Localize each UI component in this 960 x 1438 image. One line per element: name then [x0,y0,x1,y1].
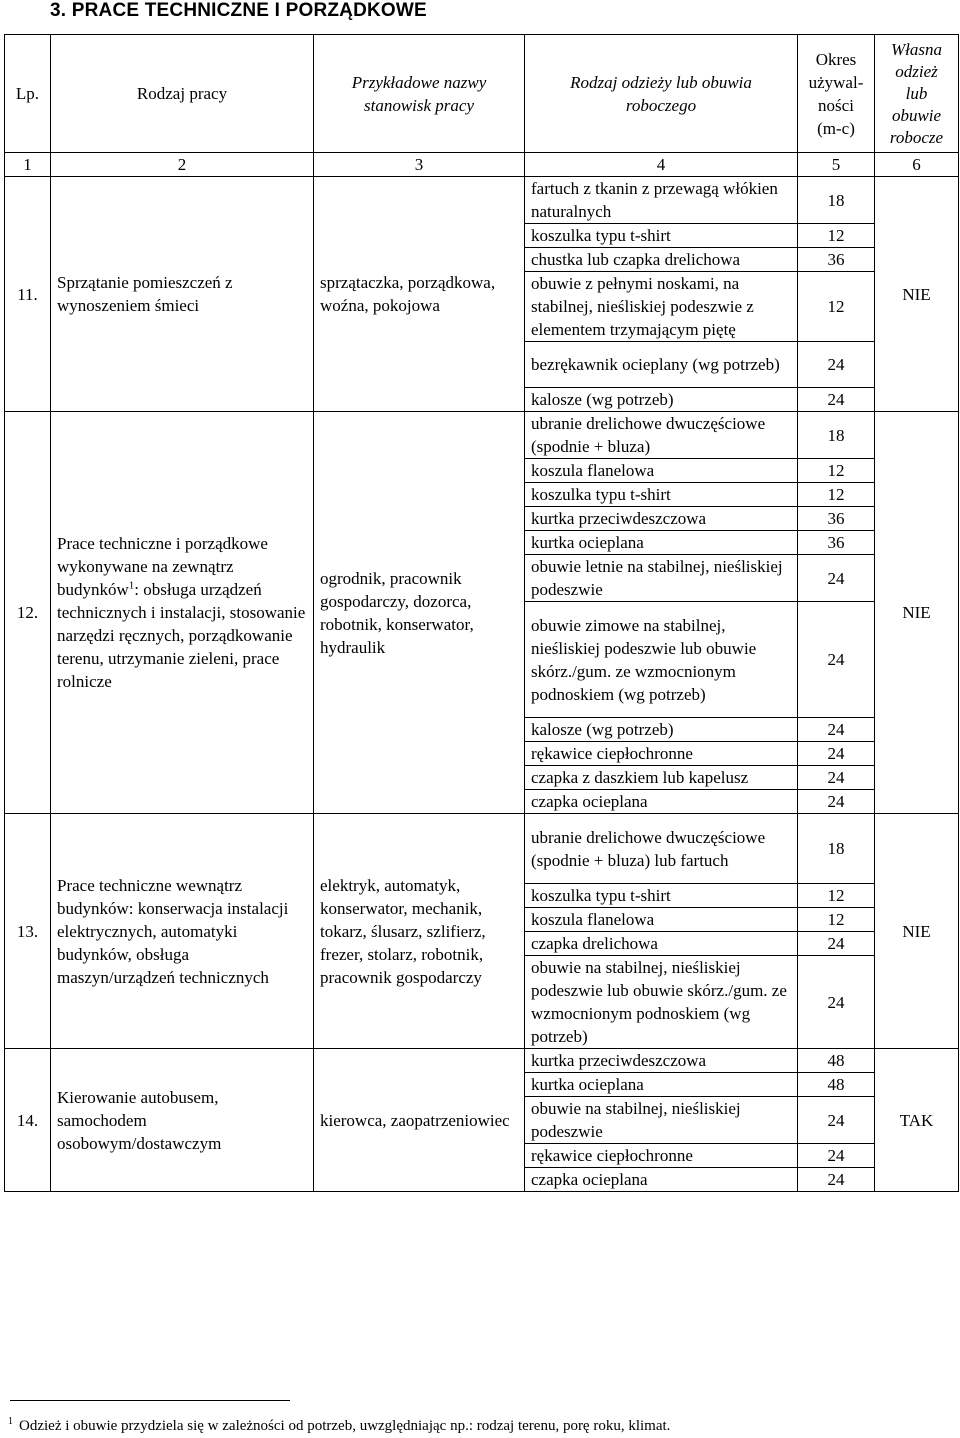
work-type-cell: Sprzątanie pomieszczeń z wynoszeniem śmieci [51,177,314,412]
months-value: 36 [798,531,875,555]
months-value: 24 [798,766,875,790]
positions-cell: sprzątaczka, porządkowa, woźna, pokojowa [314,177,525,412]
months-value: 48 [798,1073,875,1097]
clothing-item: obuwie na stabilnej, nieśliskiej podeszwie lub obuwie skórz./gum. ze wzmocnionym podnoskiem (wg potrzeb) [525,956,798,1049]
months-value: 12 [798,224,875,248]
clothing-item: czapka z daszkiem lub kapelusz [525,766,798,790]
section-title: 3. PRACE TECHNICZNE I PORZĄDKOWE [50,0,427,21]
table-row [5,412,959,459]
header-clothing: Rodzaj odzieży lub obuwia roboczego [525,35,798,153]
months-value: 36 [798,248,875,272]
months-value: 24 [798,342,875,388]
clothing-item: ubranie drelichowe dwuczęściowe (spodnie + bluza) lub fartuch [525,814,798,884]
clothing-item: czapka drelichowa [525,932,798,956]
footnote-text: Odzież i obuwie przydziela się w zależności od potrzeb, uwzględniając np.: rodzaj terenu, porę roku, klimat. [19,1418,671,1434]
work-type-text-a: Prace techniczne i porządkowe wykonywane na zewnątrz budynków [57,534,268,599]
months-value: 12 [798,884,875,908]
table-row [5,1049,959,1073]
row-lp: 14. [5,1049,51,1192]
clothing-item: bezrękawnik ocieplany (wg potrzeb) [525,342,798,388]
months-value: 12 [798,908,875,932]
col-number-4: 4 [525,153,798,177]
positions-cell: elektryk, automatyk, konserwator, mechanik, tokarz, ślusarz, szlifierz, frezer, stolarz, robotnik, pracownik gospodarczy [314,814,525,1049]
column-number-row [5,153,959,177]
clothing-item: kalosze (wg potrzeb) [525,718,798,742]
months-value: 36 [798,507,875,531]
footnote-ref: 1 [128,579,135,592]
months-value: 12 [798,272,875,342]
col-number-6: 6 [875,153,959,177]
clothing-item: koszula flanelowa [525,459,798,483]
clothing-item: kalosze (wg potrzeb) [525,388,798,412]
clothing-item: czapka ocieplana [525,1168,798,1192]
clothing-item: obuwie letnie na stabilnej, nieśliskiej podeszwie [525,555,798,602]
table-row [5,814,959,884]
clothing-item: rękawice ciepłochronne [525,742,798,766]
months-value: 48 [798,1049,875,1073]
row-lp: 12. [5,412,51,814]
col-number-3: 3 [314,153,525,177]
row-lp: 11. [5,177,51,412]
months-value: 24 [798,555,875,602]
footnote-mark: 1 [8,1416,13,1427]
table-row [5,177,959,224]
clothing-item: ubranie drelichowe dwuczęściowe (spodnie + bluza) [525,412,798,459]
months-value: 18 [798,814,875,884]
positions-cell: ogrodnik, pracownik gospodarczy, dozorca, robotnik, konserwator, hydraulik [314,412,525,814]
clothing-item: koszulka typu t-shirt [525,224,798,248]
own-clothing-cell: NIE [875,177,959,412]
months-value: 12 [798,483,875,507]
clothing-item: czapka ocieplana [525,790,798,814]
months-value: 24 [798,388,875,412]
months-value: 24 [798,932,875,956]
col-number-2: 2 [51,153,314,177]
header-lp: Lp. [5,35,51,153]
clothing-item: chustka lub czapka drelichowa [525,248,798,272]
months-value: 24 [798,956,875,1049]
work-type-cell: Prace techniczne wewnątrz budynków: konserwacja instalacji elektrycznych, automatyki budynków, obsługa maszyn/urządzeń technicznych [51,814,314,1049]
own-clothing-cell: NIE [875,814,959,1049]
footnote-divider [10,1400,290,1401]
own-clothing-cell: NIE [875,412,959,814]
own-clothing-cell: TAK [875,1049,959,1192]
clothing-item: kurtka przeciwdeszczowa [525,507,798,531]
header-period: Okres używal-ności (m-c) [798,35,875,153]
positions-cell: kierowca, zaopatrzeniowiec [314,1049,525,1192]
header-positions: Przykładowe nazwy stanowisk pracy [314,35,525,153]
clothing-item: koszula flanelowa [525,908,798,932]
col-number-1: 1 [5,153,51,177]
clothing-item: fartuch z tkanin z przewagą włókien naturalnych [525,177,798,224]
header-work-type: Rodzaj pracy [51,35,314,153]
clothing-item: rękawice ciepłochronne [525,1144,798,1168]
months-value: 24 [798,742,875,766]
col-number-5: 5 [798,153,875,177]
clothing-item: kurtka ocieplana [525,531,798,555]
clothing-item: obuwie z pełnymi noskami, na stabilnej, nieśliskiej podeszwie z elementem trzymającym piętę [525,272,798,342]
months-value: 24 [798,602,875,718]
months-value: 24 [798,1168,875,1192]
months-value: 18 [798,412,875,459]
months-value: 24 [798,718,875,742]
work-type-cell: Kierowanie autobusem, samochodem osobowym/dostawczym [51,1049,314,1192]
months-value: 24 [798,1097,875,1144]
months-value: 12 [798,459,875,483]
clothing-item: koszulka typu t-shirt [525,483,798,507]
months-value: 18 [798,177,875,224]
work-type-cell [51,412,314,814]
clothing-item: koszulka typu t-shirt [525,884,798,908]
header-own: Własna odzież lub obuwie robocze [875,35,959,153]
clothing-item: obuwie zimowe na stabilnej, nieśliskiej podeszwie lub obuwie skórz./gum. ze wzmocnionym podnoskiem (wg potrzeb) [525,602,798,718]
clothing-item: kurtka ocieplana [525,1073,798,1097]
footnote [8,1416,670,1435]
months-value: 24 [798,790,875,814]
row-lp: 13. [5,814,51,1049]
clothing-item: kurtka przeciwdeszczowa [525,1049,798,1073]
months-value: 24 [798,1144,875,1168]
work-type-text-b: : obsługa urządzeń technicznych i instalacji, stosowanie narzędzi ręcznych, porządkowanie terenu, utrzymanie zieleni, prace rolnicze [57,580,306,691]
clothing-table [4,34,959,1192]
table-header-row [5,35,959,153]
clothing-item: obuwie na stabilnej, nieśliskiej podeszwie [525,1097,798,1144]
